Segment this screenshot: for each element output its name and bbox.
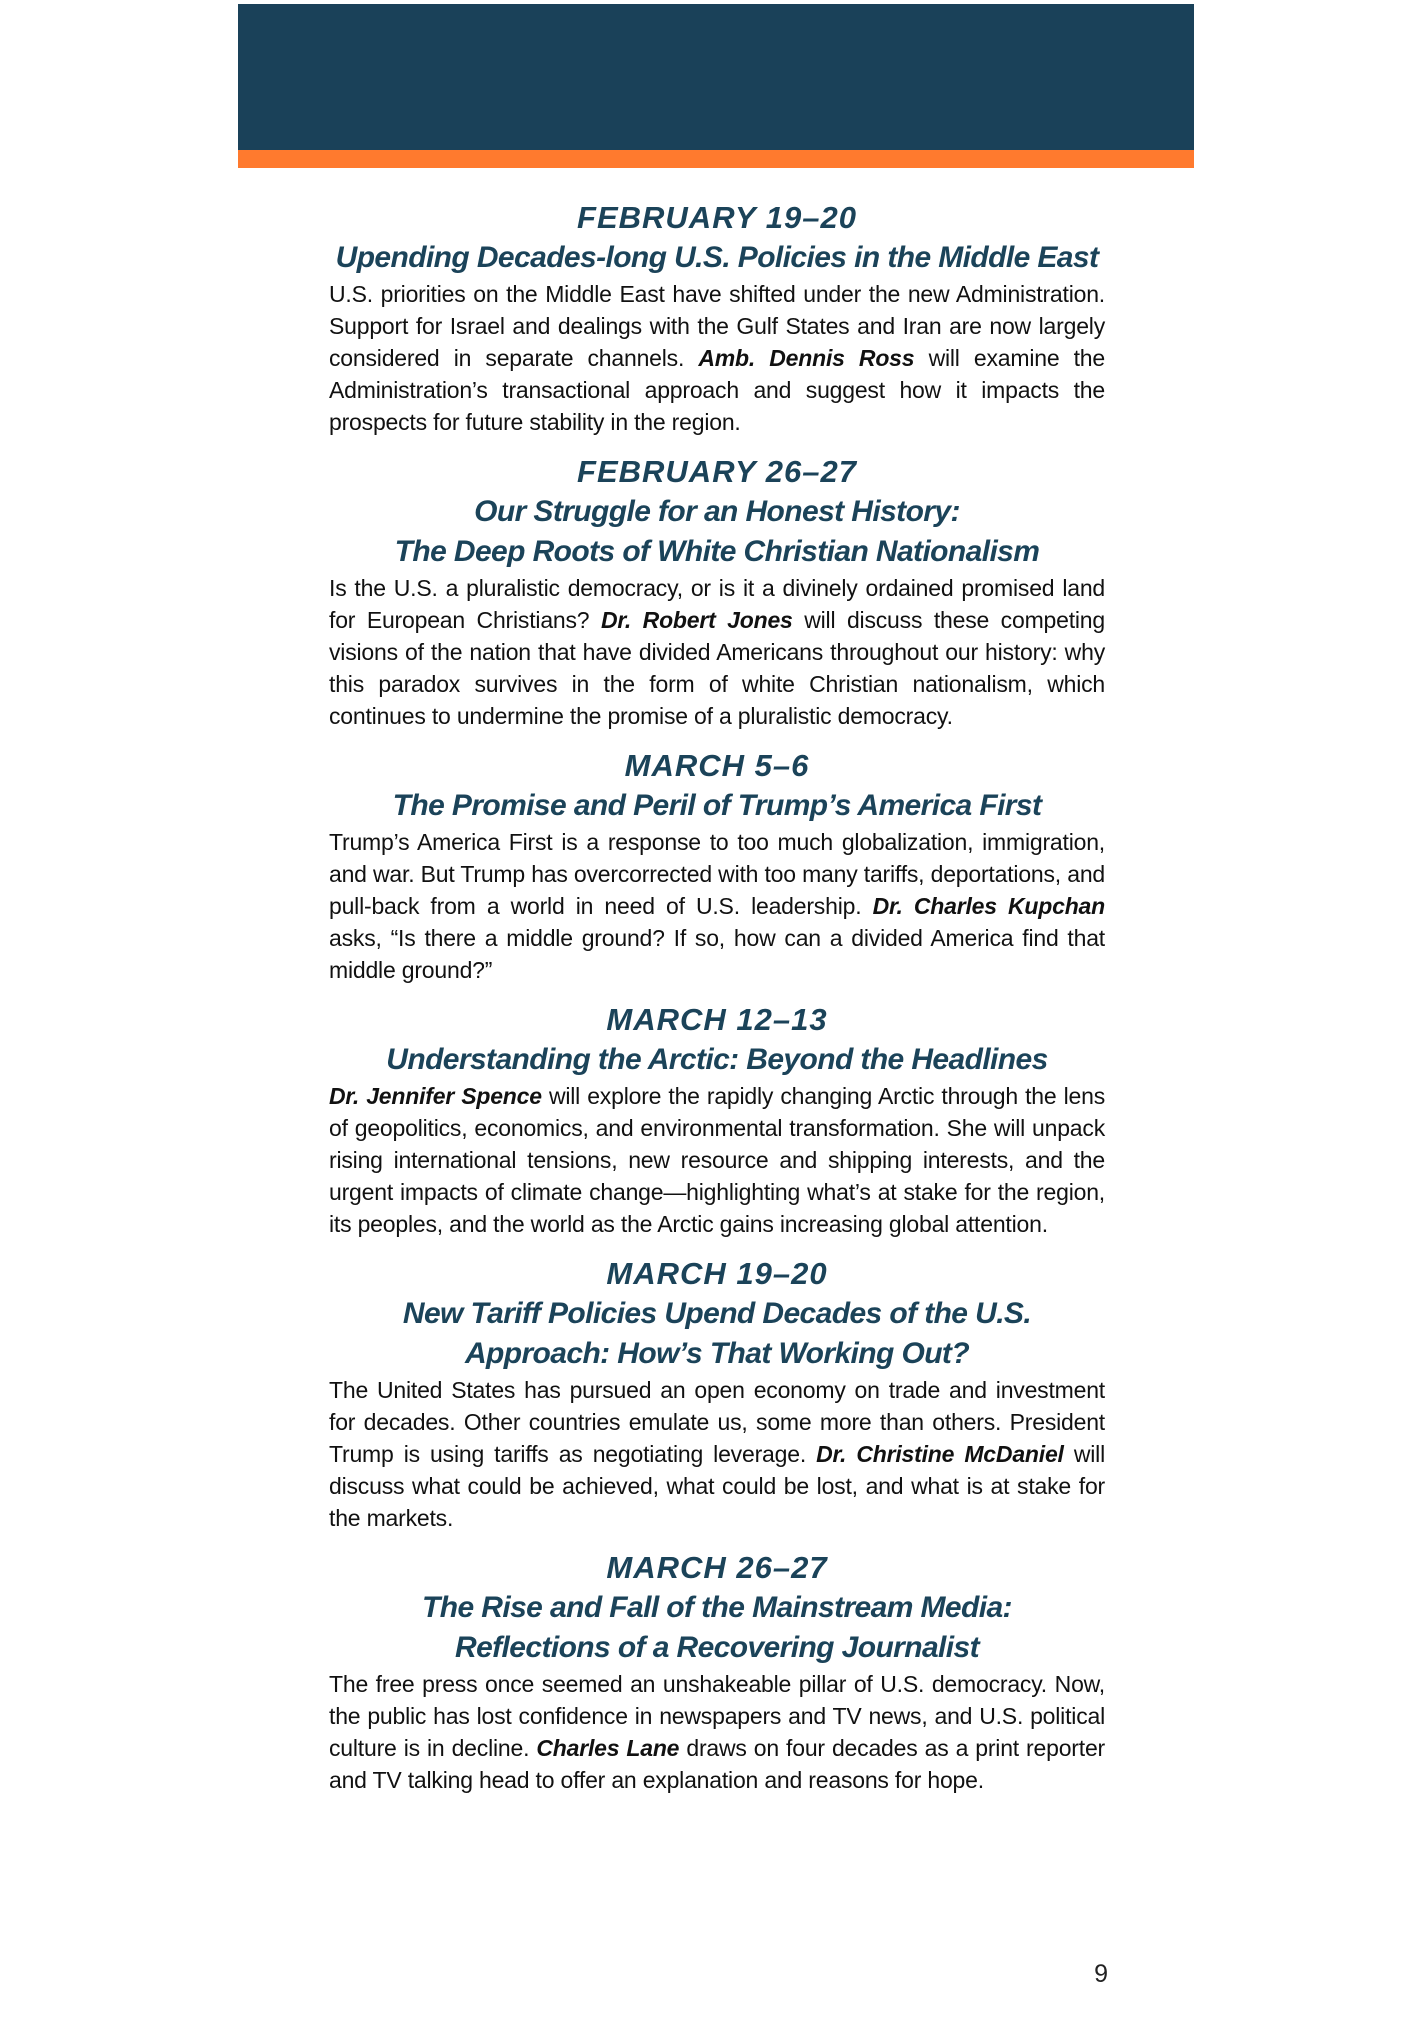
session-title: [329, 492, 1105, 572]
session-list: [329, 198, 1105, 1810]
description-text: asks, “Is there a middle ground? If so, how can a divided America find that middle ground?”: [329, 925, 1105, 983]
session-block: [329, 198, 1105, 438]
session-description: [329, 1668, 1105, 1796]
description-text: will examine the Administration’s transactional approach and suggest how it impacts the prospects for future stability in the region.: [329, 345, 1105, 435]
session-block: [329, 1254, 1105, 1534]
session-date: FEBRUARY 26–27: [577, 454, 857, 489]
session-title: [329, 1040, 1105, 1080]
session-title-line: The Deep Roots of White Christian Nationalism: [394, 535, 1040, 568]
session-title: [329, 786, 1105, 826]
session-title: [329, 1294, 1105, 1374]
session-title-line: The Rise and Fall of the Mainstream Media:: [422, 1591, 1012, 1624]
session-block: [329, 746, 1105, 986]
description-text: will explore the rapidly changing Arctic through the lens of geopolitics, economics, and environmental transformation. She will unpack rising international tensions, new resource and shipping interests, and the urgent impacts of climate change—highlighting what’s at stake for the region, its peoples, and the world as the Arctic gains increasing global attention.: [329, 1083, 1106, 1237]
session-title-line: Upending Decades-long U.S. Policies in the Middle East: [335, 241, 1099, 274]
session-date: MARCH 5–6: [624, 748, 810, 783]
speaker-name: Dr. Charles Kupchan: [872, 893, 1105, 919]
description-text: The United States has pursued an open economy on trade and investment for decades. Other countries emulate us, some more than others. President Trump is using tariffs as negotiating leverage.: [329, 1377, 1105, 1467]
speaker-name: Dr. Jennifer Spence: [329, 1083, 542, 1109]
session-block: [329, 1000, 1105, 1240]
speaker-name: Dr. Christine McDaniel: [816, 1441, 1064, 1467]
description-text: will discuss these competing visions of the nation that have divided Americans throughout our history: why this paradox survives in the form of white Christian nationalism, which continues to undermine the promise of a pluralistic democracy.: [329, 607, 1105, 729]
session-date: MARCH 19–20: [606, 1256, 828, 1291]
header-banner: [238, 4, 1194, 168]
session-title-line: Our Struggle for an Honest History:: [474, 495, 960, 528]
session-title: [329, 238, 1105, 278]
session-description: [329, 278, 1105, 438]
session-title-line: The Promise and Peril of Trump’s America First: [392, 789, 1042, 822]
session-date: FEBRUARY 19–20: [577, 200, 857, 235]
session-title-line: Understanding the Arctic: Beyond the Headlines: [386, 1043, 1048, 1076]
header-accent-stripe: [238, 150, 1194, 168]
session-title-line: New Tariff Policies Upend Decades of the U.S.: [402, 1297, 1032, 1330]
description-text: Trump’s America First is a response to too much globalization, immigration, and war. But Trump has overcorrected with too many tariffs, deportations, and pull-back from a world in need of U.S. leadership.: [329, 829, 1105, 919]
session-title-line: Reflections of a Recovering Journalist: [455, 1631, 979, 1664]
session-title: [329, 1588, 1105, 1668]
session-description: [329, 1374, 1105, 1534]
session-description: [329, 1080, 1105, 1240]
session-description: [329, 572, 1105, 732]
speaker-name: Amb. Dennis Ross: [698, 345, 915, 371]
description-text: draws on four decades as a print reporter and TV talking head to offer an explanation and reasons for hope.: [329, 1735, 1105, 1793]
session-block: [329, 1548, 1105, 1796]
description-text: The free press once seemed an unshakeable pillar of U.S. democracy. Now, the public has lost confidence in newspapers and TV news, and U.S. political culture is in decline.: [329, 1671, 1105, 1761]
session-block: [329, 452, 1105, 732]
session-date: MARCH 26–27: [606, 1550, 828, 1585]
description-text: will discuss what could be achieved, what could be lost, and what is at stake for the markets.: [329, 1441, 1105, 1531]
session-title-line: Approach: How’s That Working Out?: [464, 1337, 970, 1370]
speaker-name: Charles Lane: [536, 1735, 680, 1761]
page-number: 9: [1094, 1960, 1108, 1988]
description-text: U.S. priorities on the Middle East have shifted under the new Administration. Support for Israel and dealings with the Gulf States and Iran are now largely considered in separate channels.: [329, 281, 1105, 371]
session-date: MARCH 12–13: [606, 1002, 828, 1037]
description-text: Is the U.S. a pluralistic democracy, or is it a divinely ordained promised land for European Christians?: [329, 575, 1105, 633]
session-description: [329, 826, 1105, 986]
speaker-name: Dr. Robert Jones: [601, 607, 793, 633]
